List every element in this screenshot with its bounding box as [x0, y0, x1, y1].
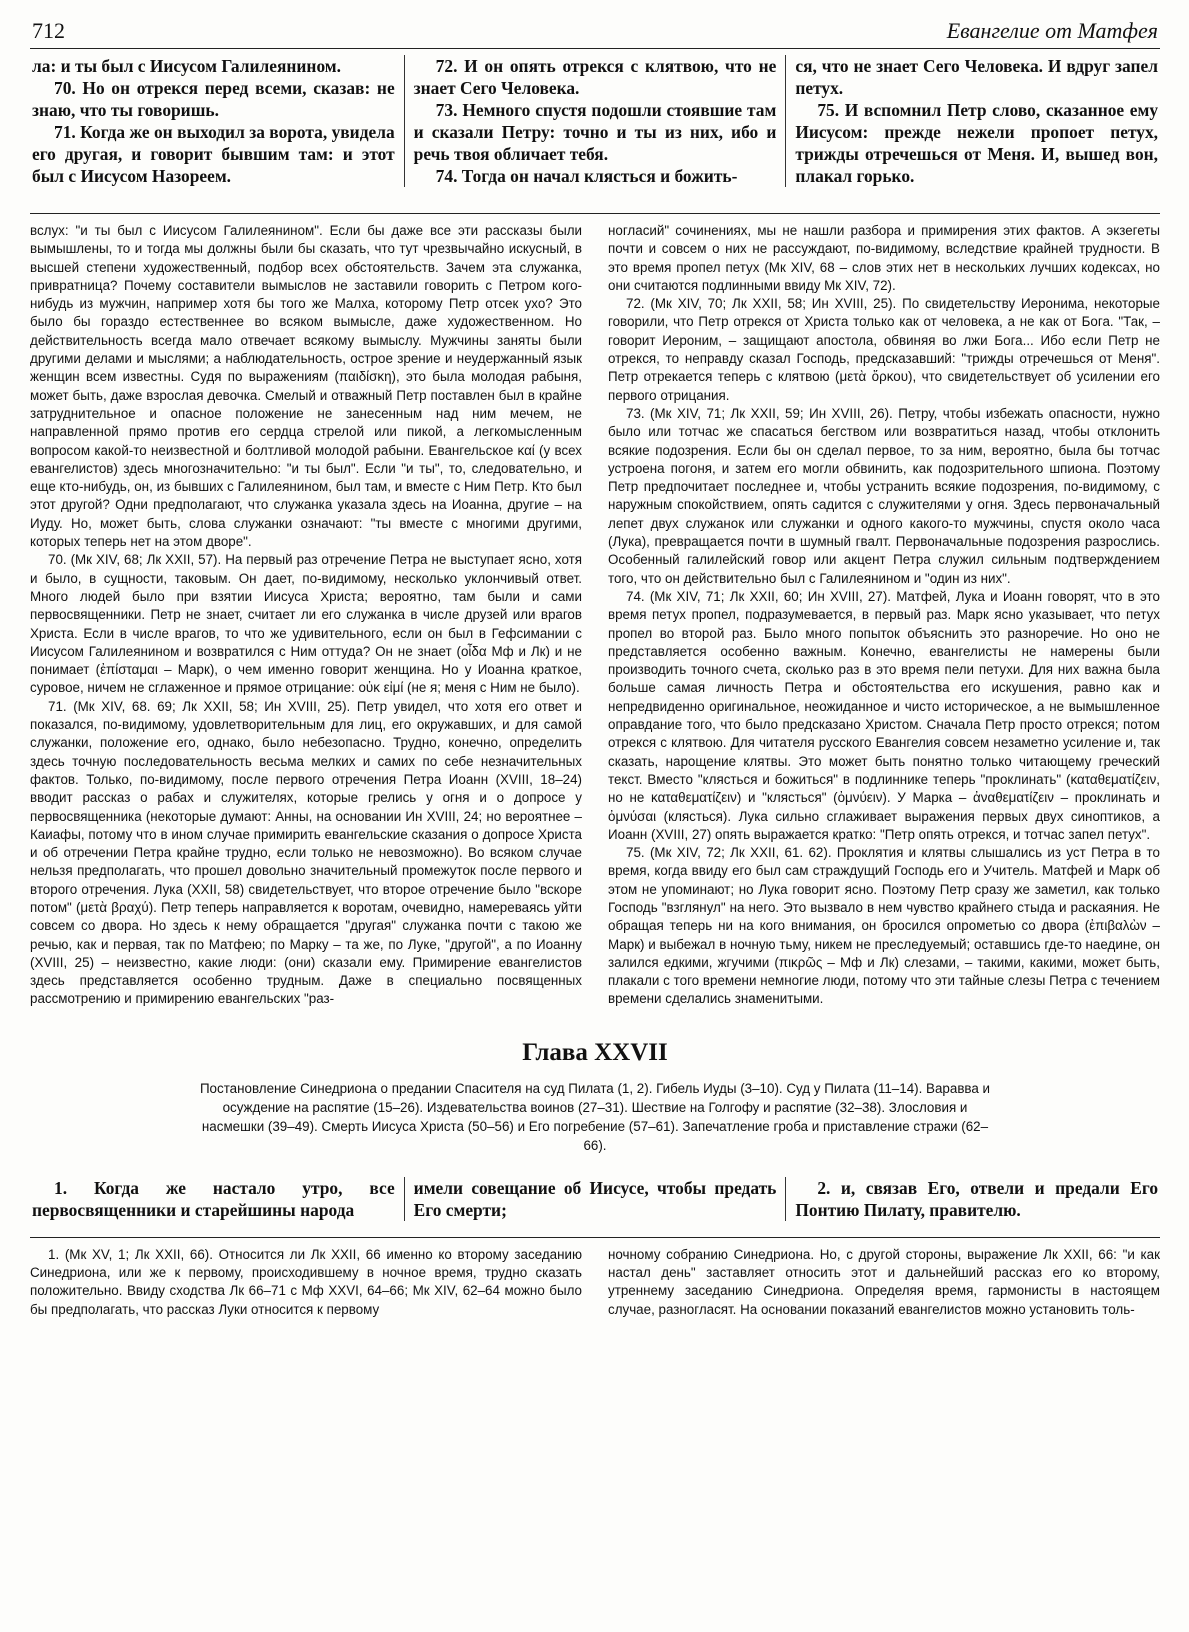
- verse-paragraph: ла: и ты был с Иисусом Галилеянином.: [32, 56, 342, 76]
- page-number: 712: [32, 18, 65, 43]
- commentary-paragraph: ногласий" сочинениях, мы не нашли разбора и примирения этих фактов. А экзегеты почти и совсем о них не рассуждают, по-видимому, вследствие крайней трудности. В это время пропел петух (Мк XIV, 68 – слов этих нет в нескольких лучших кодексах, но они считаются подлинными ввиду Мк XIV, 72).: [608, 223, 1160, 293]
- verse-paragraph: 2. и, связав Его, отвели и предали Его Понтию Пилату, правителю.: [795, 1177, 1159, 1220]
- verse-column: [404, 1177, 786, 1221]
- commentary-column: [30, 222, 582, 1009]
- verse-column: [785, 1177, 1160, 1221]
- commentary-paragraph: 70. (Мк XIV, 68; Лк XXII, 57). На первый раз отречение Петра не выступает ясно, хотя и было, в сущности, таковым. Он дает, по-видимому, несколько уклончивый ответ. Много людей было при взятии Иисуса Христа; вероятно, там были и сами первосвященники. Петр не знает, считает ли его служанка в числе друзей или врагов Христа. Если в числе врагов, то что же удивительного, если он был в Гефсимании с Иисусом Галилеянином и возвратился с Ним оттуда? Он не знает (οἶδα Мф и Лк) и не понимает (ἐπίσταμαι – Марк), о чем именно говорит женщина. Но у Иоанна краткое, суровое, ничем не сглаженное и прямое отрицание: οὐκ εἰμί (не я; меня с Ним не было).: [30, 552, 582, 696]
- verse-paragraph: 1. Когда же настало утро, все первосвященники и старейшины народа: [32, 1177, 395, 1220]
- verse-paragraph: 75. И вспомнил Петр слово, сказанное ему Иисусом: прежде нежели пропоет петух, трижды отречешься от Меня. И, вышед вон, плакал горько.: [795, 100, 1159, 186]
- divider: [30, 213, 1160, 214]
- chapter-title: Глава XXVII: [522, 1038, 668, 1066]
- book-page: [30, 14, 1160, 1618]
- divider: [30, 1237, 1160, 1238]
- verse-paragraph: 71. Когда же он выходил за ворота, увидела его другая, и говорит бывшим там: и этот был с Иисусом Назореем.: [32, 122, 395, 186]
- verse-paragraph: 72. И он опять отрекся с клятвою, что не знает Сего Человека.: [413, 56, 777, 98]
- chapter-summary: Постановление Синедриона о предании Спасителя на суд Пилата (1, 2). Гибель Иуды (3–10). Суд у Пилата (11–14). Варавва и осуждение на распятие (15–26). Издевательства воинов (27–31). Шествие на Голгофу и распятие (32–38). Злословия и насмешки (39–49). Смерть Иисуса Христа (50–56) и Его погребение (57–61). Запечатление гроба и приставление стражи (62–66).: [199, 1080, 991, 1153]
- commentary-paragraph: 72. (Мк XIV, 70; Лк XXII, 58; Ин XVIII, 25). По свидетельству Иеронима, некоторые говорили, что Петр отрекся от Христа только как от человека, а не как от Бога. "Так, – говорит Иероним, – защищают апостола, обвиняя во лжи Бога... Ибо если Петр не отрекся, то неправду сказал Господь, предсказавший: "трижды отречешься от Меня". Петр отрекается теперь с клятвою (μετὰ ὅρκου), что свидетельствует об усилении его первого отрицания.: [608, 296, 1160, 403]
- commentary-column: [608, 222, 1160, 1009]
- commentary-paragraph: вслух: "и ты был с Иисусом Галилеянином". Если бы даже все эти рассказы были вымышлены, то и тогда мы должны были бы сказать, что тут чрезвычайно искусный, в высшей степени художественный, подбор всех обстоятельств. Зачем эта служанка, привратница? Почему составители вымыслов не заставили говорить с Петром кого-нибудь из мужчин, например хотя бы того же Малха, которому Петр отсек ухо? Это было бы гораздо естественнее во всяком вымысле, даже художественном. Но действительность всегда мало отвечает всякому вымыслу. Мужчины заняты были другими делами и мыслями; а наблюдательность, острое зрение и неудержанный язык женщин всем известны. Судя по выражениям (παιδίσκη), это была молодая рабыня, может быть, даже взрослая девочка. Смелый и отважный Петр поставлен был в крайне затруднительное и опасное положение не занесенным над ним мечем, не направленной прямо против его сердца стрелой или пикой, а легкомысленным вопросом какой-то неизвестной и болтливой молодой рабыни. Евангельское καί (у всех евангелистов) здесь многозначительно: "и ты был". Если "и ты", то, следовательно, и еще кто-нибудь, он, из бывших с Галилеянином, был там, и вместе с Ним Петр. Кто был этот другой? Одни предполагают, что служанка указала здесь на Иоанна, другие – на Иуду. Но, может быть, слова служанки означают: "ты вместе с многими другими, которых теперь нет на этом дворе".: [30, 223, 582, 550]
- verse-paragraph: ся, что не знает Сего Человека. И вдруг запел петух.: [795, 56, 1159, 98]
- verse-column: [30, 1177, 404, 1221]
- commentary-top: [30, 222, 1160, 1009]
- commentary-column: [608, 1246, 1160, 1319]
- verse-paragraph: 74. Тогда он начал клясться и божить-: [435, 166, 738, 186]
- commentary-paragraph: 74. (Мк XIV, 71; Лк XXII, 60; Ин XVIII, 27). Матфей, Лука и Иоанн говорят, что в это время петух пропел, подразумевается, в первый раз. Марк ясно указывает, что петух пропел во второй раз. Было много попыток объяснить это разноречие. Но оно не представляется особенно важным. Конечно, евангелисты не намерены были производить точного счета, сколько раз в это время пели петухи. Для них важна была больше самая личность Петра и обстоятельства его искушения, равно как и непредвиденно оригинальное, неожиданное и чисто историческое, а не вымышленное оправдание того, что было предсказано Христом. Сначала Петр просто отрекся; потом отрекся с клятвою. Для читателя русского Евангелия совсем незаметно усиление и, так сказать, нарощение клятвы. Это может быть понятно только читающему греческий текст. Вместо "клясться и божиться" в подлиннике теперь "проклинать" (καταθεματίζειν, но не καταθεματίζειν) и "клясться" (ὀμνύειν). У Марка – ἀναθεματίζειν – проклинать и ὀμνύσαι (клясться). Лука сильно сглаживает выражения первых двух синоптиков, а Иоанн (XVIII, 27) опять выражается кратко: "Петр опять отрекся, и тотчас запел петух".: [608, 588, 1160, 842]
- verse-paragraph: 73. Немного спустя подошли стоявшие там и сказали Петру: точно и ты из них, ибо и речь твоя обличает тебя.: [413, 100, 777, 164]
- verse-column: [30, 55, 404, 187]
- commentary-column: [30, 1246, 582, 1319]
- verses-bottom: [30, 1177, 1160, 1221]
- verses-top: [30, 55, 1160, 187]
- commentary-paragraph: 73. (Мк XIV, 71; Лк XXII, 59; Ин XVIII, 26). Петру, чтобы избежать опасности, нужно было или тотчас же спасаться бегством или возвратиться назад, чтобы отклонить всякие подозрения. Если бы он сделал первое, то за ним, вероятно, была бы тотчас устроена погоня, и затем его могли обвинить, как подозрительного шпиона. Поэтому Петр предпочитает последнее и, чтобы устранить всякие подозрения, по-видимому, с наружным спокойствием, опять садится с служителями у огня. Здесь первоначальный лепет двух служанок или служанки и одного какого-то мужчины, спустя около часа (Лука), превращается почти в шумный гвалт. Первоначальные подозрения разрослись. Особенный галилейский говор или акцент Петра служил сильным подтверждением того, что он действительно был с Галилеянином и "один из них".: [608, 405, 1160, 586]
- page-header: [30, 14, 1160, 49]
- commentary-paragraph: 71. (Мк XIV, 68. 69; Лк XXII, 58; Ин XVIII, 25). Петр увидел, что хотя его ответ и показался, по-видимому, удовлетворительным для лиц, его окружавших, и для самой служанки, положение его, однако, было небезопасно. Трудно, конечно, определить здесь точную последовательность весьма мелких и самих по себе незначительных фактов. Только, по-видимому, после первого отречения Петра Иоанн (XVIII, 18–24) вводит рассказ о рабах и служителях, которые грелись у огня и о допросе у первосвященника (некоторые думают: Анны, на основании Ин XVIII, 24; но вероятнее – Каиафы, потому что в ином случае примирить евангельские сказания о допросе Христа и об отречении Петра крайне трудно, если только не невозможно). Во всяком случае нельзя предполагать, что прошел довольно значительный промежуток после первого и второго отречения. Лука (XXII, 58) свидетельствует, что второе отречение было "вскоре потом" (μετὰ βραχύ). Петр теперь направляется к воротам, очевидно, намереваясь уйти совсем со двора. Но здесь к нему обращается "другая" служанка почти с такою же речью, как и первая, так по Матфею; по Марку – та же, по Луке, "другой", а по Иоанну (XVIII, 25) – неизвестно, какие люди: (они) сказали ему. Примирение евангелистов здесь представляется особенно трудным. Даже в специально посвященных рассмотрению и примирению евангельских "раз-: [30, 698, 582, 1007]
- verse-column: [785, 55, 1160, 187]
- commentary-paragraph: 75. (Мк XIV, 72; Лк XXII, 61. 62). Проклятия и клятвы слышались из уст Петра в то время, когда ввиду его был сам страждущий Господь его и Учитель. Матфей и Марк об этом не упоминают; но Лука говорит ясно. Поэтому Петр сразу же заметил, как только Господь "взглянул" на него. Это вызвало в нем чувство крайнего стыда и раскаяния. Не обращая теперь ни на кого внимания, он бросился опрометью со двора (ἐπιβαλὼν – Марк) и выбежал в ночную тьму, никем не преследуемый; оставшись где-то наедине, он залился едкими, жгучими (πικρῶς – Мф и Лк) слезами, – такими, какими, может быть, плакали с того времени немногие люди, потому что эти тайные слезы Петра с течением времени сделались знаменитыми.: [608, 845, 1160, 1007]
- verse-paragraph: имели совещание об Иисусе, чтобы предать Его смерти;: [413, 1177, 777, 1220]
- commentary-paragraph: ночному собранию Синедриона. Но, с другой стороны, выражение Лк XXII, 66: "и как настал день" заставляет относить этот и дальнейший рассказ его ко второму, утреннему заседанию Синедриона. Определяя время, гармонисты в настоящем случае, разногласят. На основании показаний евангелистов можно установить толь-: [608, 1246, 1160, 1317]
- verse-column: [404, 55, 786, 187]
- running-head: Евангелие от Матфея: [946, 18, 1158, 43]
- commentary-paragraph: 1. (Мк XV, 1; Лк XXII, 66). Относится ли Лк XXII, 66 именно ко второму заседанию Синедриона, или же к первому, происходившему в ночное время, трудно сказать положительно. Ввиду сходства Лк 66–71 с Мф XXVI, 64–66; Мк XIV, 62–64 можно было бы предполагать, что рассказ Луки относится к первому: [30, 1246, 582, 1317]
- verse-paragraph: 70. Но он отрекся перед всеми, сказав: не знаю, что ты говоришь.: [32, 78, 395, 120]
- commentary-bottom: [30, 1246, 1160, 1319]
